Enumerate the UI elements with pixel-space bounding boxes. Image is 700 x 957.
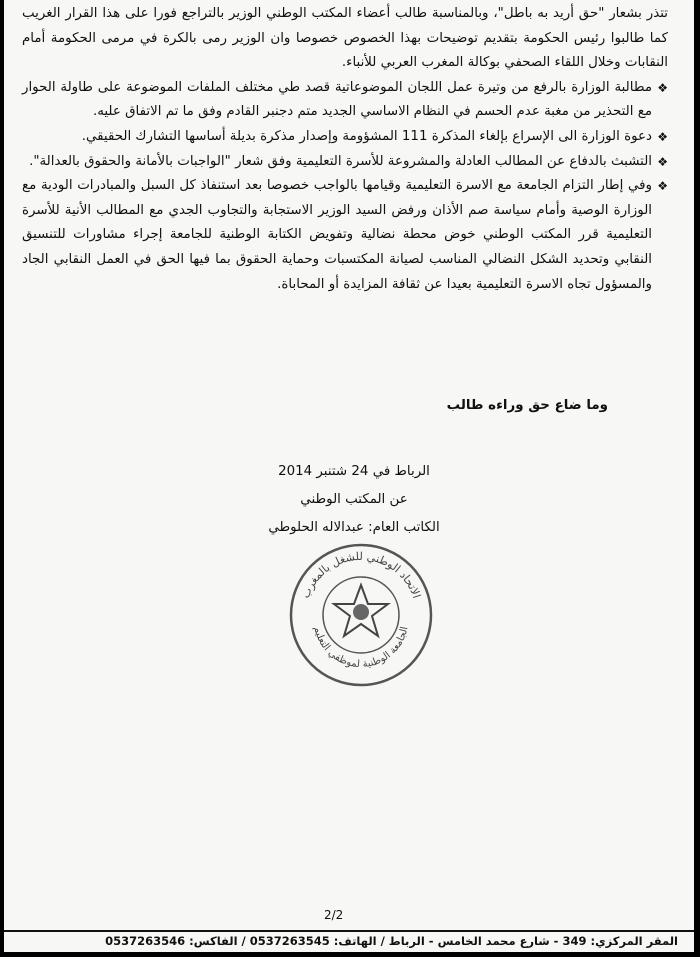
bullet-mark-icon: ❖ [657, 154, 668, 169]
bullet-text: وفي إطار التزام الجامعة مع الاسرة التعليمية وقيامها بالواجب خصوصا بعد استنفاذ كل السبل والمبادرات الودية مع الوزارة الوصية وأمام سياسة صم الأذان ورفض السيد الوزير الاستجابة والتجاوب الجدي مع المطالب الأنية للأسرة التعليمية قرر المكتب الوطني خوض محطة نضالية وتفويض الكتابة الوطنية للجامعة إجراء مشاورات للتنسيق النقابي وتحديد الشكل النضالي المناسب لصيانة المكتسبات وحماية الحقوق بما فيها الحق في العمل النقابي الجاد والمسؤول تجاه الاسرة التعليمية بعيدا عن ثقافة المزايدة أو المحاباة. [22, 178, 652, 292]
closing-slogan: وما ضاع حق وراءه طالب [446, 398, 608, 413]
document-body [22, 2, 668, 297]
seal-inner-text: الجامعة الوطنية لموظفي التعليم [311, 625, 411, 671]
bullet-item [22, 76, 668, 125]
document-page [4, 0, 694, 952]
bullet-text: دعوة الوزارة الى الإسراع بإلغاء المذكرة 111 المشؤومة وإصدار مذكرة بديلة أساسها التشارك الحقيقي. [81, 128, 652, 144]
footer-address: المقر المركزي: 349 - شارع محمد الخامس - الرباط / الهاتف: 0537263545 / الفاكس: 0537263546 [4, 930, 694, 952]
bullet-mark-icon: ❖ [657, 129, 668, 144]
bullet-text: التشبث بالدفاع عن المطالب العادلة والمشروعة للأسرة التعليمية وفق شعار "الواجبات بالأمانة والحقوق بالعدالة". [29, 153, 652, 169]
bullet-item [22, 174, 668, 297]
bullet-text: مطالبة الوزارة بالرفع من وتيرة عمل اللجان الموضوعاتية قصد طي مختلف الملفات الموضوعة على طاولة الحوار مع التحذير من مغبة عدم الحسم في النظام الاساسي الجديد متم دجنبر القادم وفق ما تم الاتفاق عليه. [22, 79, 652, 120]
seal-outer-text: الاتحاد الوطني للشغل بالمغرب [298, 549, 424, 601]
union-seal-icon [286, 540, 436, 690]
page-number: 2/2 [324, 908, 344, 922]
bullet-item [22, 150, 668, 175]
signature-block [224, 458, 484, 542]
bullet-item [22, 125, 668, 150]
signer-name: الكاتب العام: عبدالاله الحلوطي [268, 520, 440, 535]
svg-text:الاتحاد الوطني للشغل بالمغرب [299, 550, 423, 600]
bullet-mark-icon: ❖ [657, 80, 668, 95]
bullet-mark-icon: ❖ [657, 179, 668, 194]
signature-from: عن المكتب الوطني [300, 492, 408, 507]
intro-paragraph: تتذر بشعار "حق أريد به باطل"، وبالمناسبة طالب أعضاء المكتب الوطني الوزير بالتراجع فورا على هذا القرار الغريب كما طالبوا رئيس الحكومة بتقديم توضيحات بهذا الخصوص خصوصا وان الوزير رمى بالكرة في مرمى الحكومة أمام النقابات وخلال اللقاء الصحفي بوكالة المغرب العربي للأنباء. [22, 6, 668, 71]
place-date: الرباط في 24 شتنبر 2014 [278, 464, 430, 479]
